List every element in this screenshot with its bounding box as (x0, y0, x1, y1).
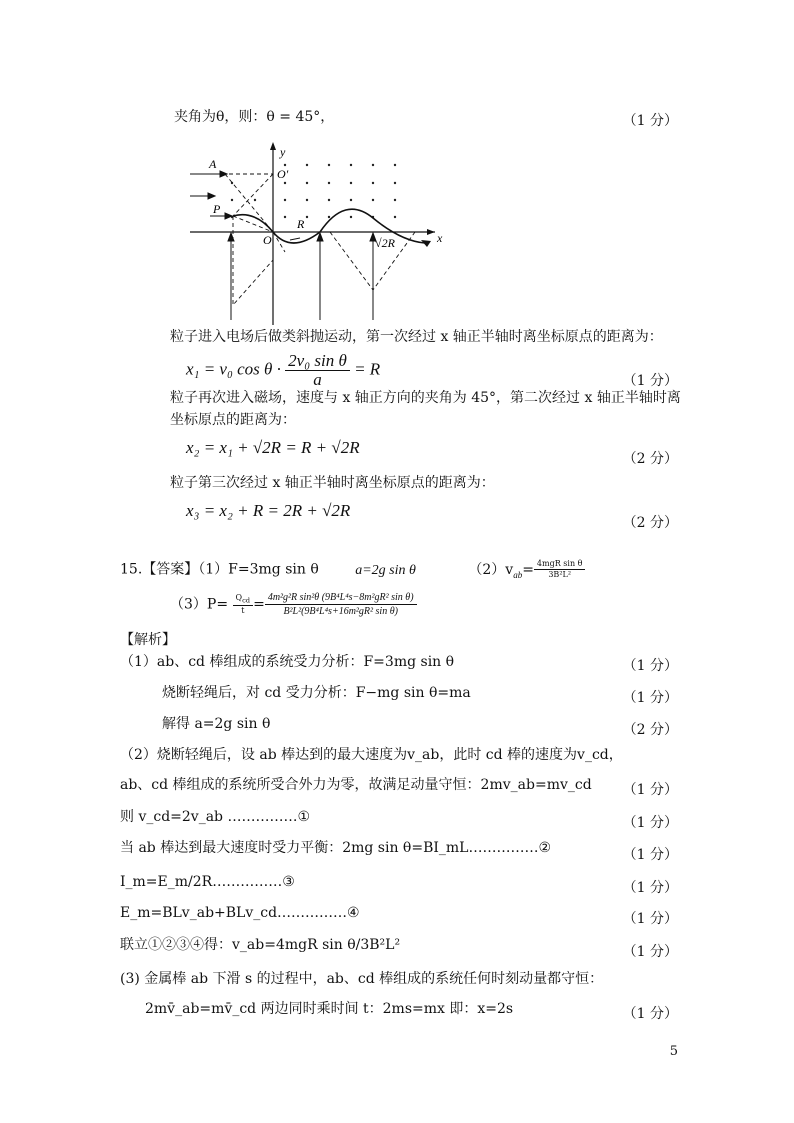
solution-line-11: (3) 金属棒 ab 下滑 s 的过程中，ab、cd 棒组成的系统任何时刻动量都守恒： (120, 971, 604, 987)
score-eq3: （2 分） (622, 515, 678, 531)
sentence-3: 粒子第三次经过 x 轴正半轴时离坐标原点的距离为： (170, 475, 495, 491)
label-sqrt2R: √2R (375, 236, 395, 250)
label-y: y (280, 145, 286, 159)
score-eq1: （1 分） (622, 373, 678, 389)
trajectory (233, 209, 425, 243)
eq1-fraction: $\frac{\text{2v₀ sin θ}}{a}$ (285, 352, 350, 389)
label-A: A (209, 157, 217, 171)
eq1-rhs: = R (354, 359, 381, 379)
sentence-2b: 坐标原点的距离为： (170, 412, 296, 428)
solution-score-2: （1 分） (622, 690, 678, 706)
answer-3-frac-1: $\frac{Q_{cd}}{t}$ (233, 593, 254, 617)
equation-1 (186, 352, 380, 389)
label-O-prime: O′ (277, 167, 289, 181)
eq1-lhs: x₁ = v₀ cos θ · (186, 359, 281, 379)
solution-line-6: 则 v_cd=2v_ab ……………① (120, 809, 311, 825)
page-number: 5 (669, 1044, 678, 1059)
equation-3: x₃ = x₂ + R = 2R + √2R (186, 501, 351, 520)
electric-field-arrows (228, 233, 376, 320)
solution-line-8: I_m=E_m/2R……………③ (120, 874, 295, 890)
answer-a: a=2g sin θ (355, 562, 416, 578)
solution-line-9: E_m=BLv_ab+BLv_cd……………④ (120, 905, 360, 921)
answer-part-1: 15.【答案】（1）F=3mg sin θ (120, 561, 319, 578)
sentence-1: 粒子进入电场后做类斜抛运动，第一次经过 x 轴正半轴时离坐标原点的距离为： (170, 329, 663, 345)
sentence-2a: 粒子再次进入磁场，速度与 x 轴正方向的夹角为 45°，第二次经过 x 轴正半轴时离 (170, 390, 681, 406)
label-O: O (263, 233, 272, 247)
solution-score-12: （1 分） (622, 1006, 678, 1022)
answer-3-frac-2: $\frac{\text{4m²g²R sin²θ (9B⁴L⁴s−8m²gR² sin θ)}}{\text{B²L²(9B⁴L⁴s+16m²gR² sin θ)}}$ (265, 591, 417, 618)
equation-2: x₂ = x₁ + √2R = R + √2R (186, 438, 360, 457)
solution-line-5: ab、cd 棒组成的系统所受合外力为零，故满足动量守恒：2mv_ab=mv_cd (120, 777, 592, 793)
angle-statement: 夹角为θ，则：θ = 45°， (174, 109, 335, 125)
solution-score-8: （1 分） (622, 880, 678, 896)
solution-line-4: （2）烧断轻绳后，设 ab 棒达到的最大速度为v_ab，此时 cd 棒的速度为v_cd， (120, 747, 623, 763)
score-top: （1 分） (622, 113, 678, 129)
solution-score-9: （1 分） (622, 911, 678, 927)
score-eq2: （2 分） (622, 451, 678, 467)
solution-line-2: 烧断轻绳后，对 cd 受力分析：F−mg sin θ=ma (162, 685, 471, 701)
solution-score-5: （1 分） (622, 782, 678, 798)
answer-part-2: $(2)v_{ab}=$ $\frac{\text{4mgR sin θ}}{\text{3B²L²}}$ (468, 562, 585, 578)
solution-score-1: （1 分） (622, 658, 678, 674)
label-R: R (297, 217, 305, 231)
label-P: P (213, 202, 221, 216)
analysis-heading: 【解析】 (120, 632, 176, 648)
solution-score-10: （1 分） (622, 944, 678, 960)
solution-score-3: （2 分） (622, 722, 678, 738)
solution-line-10: 联立①②③④得：v_ab=4mgR sin θ/3B²L² (120, 937, 401, 953)
answer-15-header (120, 559, 585, 583)
answer-2-fraction: $\frac{\text{4mgR sin θ}}{\text{3B²L²}}$ (534, 559, 586, 580)
solution-line-1: （1）ab、cd 棒组成的系统受力分析：F=3mg sin θ (120, 654, 455, 670)
label-x: x (437, 231, 443, 245)
solution-score-7: （1 分） (622, 847, 678, 863)
solution-line-3: 解得 a=2g sin θ (162, 716, 271, 732)
solution-line-7: 当 ab 棒达到最大速度时受力平衡：2mg sin θ=BI_mL……………② (120, 840, 552, 856)
answer-part-3: （3）P= $\frac{Q_{cd}}{t}$ = $\frac{\text{4m²g²R sin²θ (9B⁴L⁴s−8m²gR² sin θ)}}{\text{B²L²(9B⁴L⁴s+16m²gR² sin θ)}}$ (170, 591, 417, 618)
field-diagram (185, 140, 455, 325)
solution-score-6: （1 分） (622, 815, 678, 831)
magnetic-field-dots (231, 164, 396, 218)
solution-line-12: 2mv̄_ab=mv̄_cd 两边同时乘时间 t：2ms=mx 即：x=2s (145, 1001, 514, 1017)
